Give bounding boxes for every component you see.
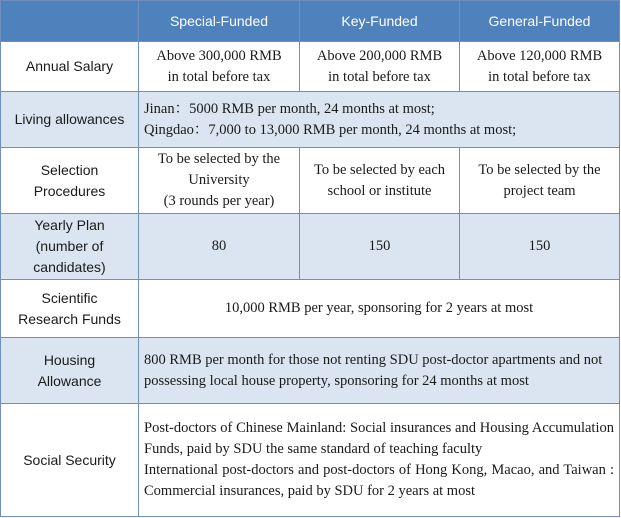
salary-key-funded: Above 200,000 RMB in total before tax (300, 42, 460, 92)
annual-salary-row (1, 42, 620, 92)
housing-allowance-value: 800 RMB per month for those not renting SDU post-doctor apartments and not possessing local house property, sponsoring for 24 months at most (139, 338, 620, 404)
header-general-funded: General-Funded (460, 1, 620, 42)
yearly-plan-row (1, 214, 620, 280)
social-security-international: International post-doctors and post-doctors of Hong Kong, Macao, and Taiwan : Commercial insurances, paid by SDU for 2 years at most (144, 462, 614, 499)
header-row (1, 1, 620, 42)
selection-procedures-row (1, 148, 620, 214)
housing-allowance-label: Housing Allowance (1, 338, 139, 404)
plan-general-funded: 150 (460, 214, 620, 280)
plan-key-funded: 150 (300, 214, 460, 280)
header-key-funded: Key-Funded (300, 1, 460, 42)
selection-general-funded: To be selected by the project team (460, 148, 620, 214)
header-special-funded: Special-Funded (139, 1, 300, 42)
research-funds-value: 10,000 RMB per year, sponsoring for 2 years at most (139, 280, 620, 338)
living-allowances-row (1, 92, 620, 148)
research-funds-label: Scientific Research Funds (1, 280, 139, 338)
social-security-mainland: Post-doctors of Chinese Mainland: Social insurances and Housing Accumulation Funds, paid by SDU the same standard of teaching faculty (144, 420, 614, 457)
living-allowances-value: Jinan：5000 RMB per month, 24 months at most; Qingdao：7,000 to 13,000 RMB per month, 24 months at most; (139, 92, 620, 148)
yearly-plan-label: Yearly Plan (number of candidates) (1, 214, 139, 280)
salary-special-funded: Above 300,000 RMB in total before tax (139, 42, 300, 92)
selection-key-funded: To be selected by each school or institute (300, 148, 460, 214)
annual-salary-label: Annual Salary (1, 42, 139, 92)
social-security-value (139, 404, 620, 517)
selection-special-funded: To be selected by the University (3 rounds per year) (139, 148, 300, 214)
selection-procedures-label: Selection Procedures (1, 148, 139, 214)
research-funds-row (1, 280, 620, 338)
plan-special-funded: 80 (139, 214, 300, 280)
living-allowances-label: Living allowances (1, 92, 139, 148)
social-security-row (1, 404, 620, 517)
salary-general-funded: Above 120,000 RMB in total before tax (460, 42, 620, 92)
social-security-label: Social Security (1, 404, 139, 517)
housing-allowance-row (1, 338, 620, 404)
header-corner-cell (1, 1, 139, 42)
